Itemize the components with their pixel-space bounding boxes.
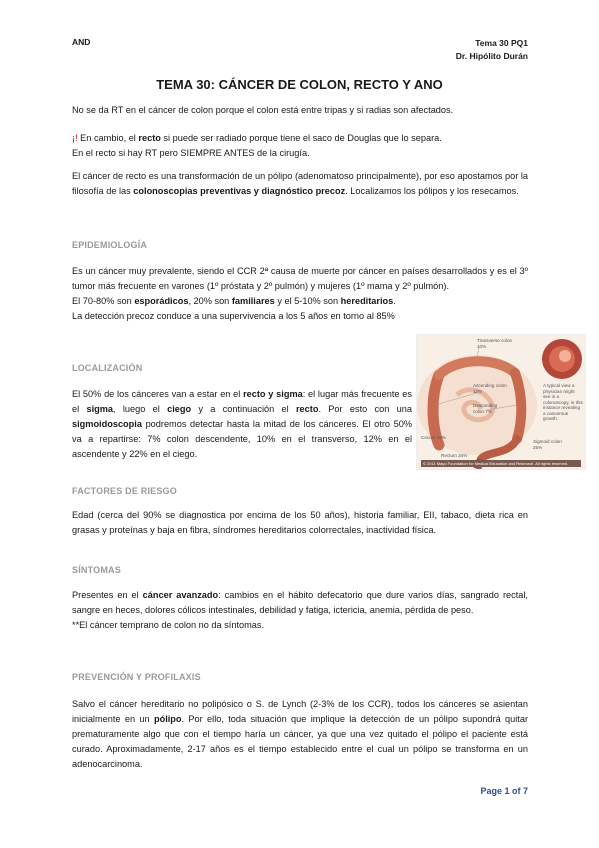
- sintomas-text: Presentes en el cáncer avanzado: cambios en el hábito defecatorio que dure varios días, sangrado rectal, sangre en heces, dolores cólicos intestinales, debilidad y fatiga, ictericia, anemia, pérdida de peso. **El cáncer temprano de colon no da síntomas.: [72, 588, 528, 633]
- intro-paragraph-1: No se da RT en el cáncer de colon porque el colon está entre tripas y si radias son afectados.: [72, 105, 454, 115]
- section-heading-prevencion: PREVENCIÓN Y PROFILAXIS: [72, 672, 201, 682]
- header-info: [456, 37, 528, 63]
- label-descending: Descending colon 7%: [473, 403, 498, 414]
- header-doctor: Dr. Hipólito Durán: [455, 51, 528, 61]
- figure-copyright: © 2011 Mayo Foundation for Medical Education and Research. All rights reserved.: [421, 460, 581, 467]
- intro-paragraph-3: El cáncer de recto es una transformación de un pólipo (adenomatoso principalmente), por eso apostamos por la filosofía de las colonoscopias preventivas y diagnóstico precoz. Localizamos los pólipos y los resecamos.: [72, 171, 528, 196]
- section-heading-localizacion: LOCALIZACIÓN: [72, 363, 143, 373]
- section-heading-sintomas: SÍNTOMAS: [72, 565, 121, 575]
- page-number: Page 1 of 7: [480, 786, 528, 796]
- label-colonoscopy-note: A typical view a physician might see in a colonoscopy, in this instance revealing a cancerous growth.: [543, 383, 583, 421]
- header-topic: Tema 30 PQ1: [475, 38, 528, 48]
- label-rectum: Rectum 34%: [441, 453, 468, 458]
- section-heading-epidemiologia: EPIDEMIOLOGÍA: [72, 240, 148, 250]
- section-heading-riesgo: FACTORES DE RIESGO: [72, 486, 177, 496]
- epidemiologia-text: Es un cáncer muy prevalente, siendo el CCR 2ª causa de muerte por cáncer en países desarrollados y es el 3º tumor más frecuente en varones (1º próstata y 2º pulmón) y mujeres (1º mama y 2º pulmón). El 70-80% son esporádicos, 20% son familiares y el 5-10% son hereditarios. La detección precoz conduce a una supervivencia a los 5 años en torno al 85%: [72, 266, 528, 321]
- page-title: TEMA 30: CÁNCER DE COLON, RECTO Y ANO: [156, 77, 443, 92]
- intro-paragraph-2: ¡! En cambio, el recto si puede ser radiado porque tiene el saco de Douglas que lo separa. En el recto si hay RT pero SIEMPRE ANTES de la cirugía.: [72, 133, 442, 158]
- localizacion-text: El 50% de los cánceres van a estar en el recto y sigma: el lugar más frecuente es el sigma, luego el ciego y a continuación el recto. Por esto con una sigmoidoscopia podremos detectar hasta la mitad de los cánceres. El otro 50% va a repartirse: 7% colon descendente, 10% en el transverso, 12% en el ascendente y 22% en el ciego.: [72, 389, 412, 459]
- label-sigmoid: Sigmoid colon 25%: [533, 439, 562, 450]
- colon-anatomy-figure: [416, 334, 586, 470]
- label-ascending: Ascending colon 12%: [473, 383, 507, 394]
- warning-mark: ¡!: [72, 133, 78, 143]
- sintomas-note: **El cáncer temprano de colon no da síntomas.: [72, 620, 265, 630]
- label-cecum: Cecum 22%: [421, 435, 447, 440]
- header-author: AND: [72, 37, 91, 47]
- prevencion-text: Salvo el cáncer hereditario no polipósico o S. de Lynch (2-3% de los CCR), todos los cánceres se asientan inicialmente en un pólipo. Por ello, toda situación que implique la detección de un pólipo supondrá quitar prematuramente algo que con el tiempo haría un cáncer, ya que una vez quitado el pólipo el paciente está curado. Aproximadamente, 2-17 años es el tiempo establecido entre el cual un pólipo se transforma en un adenocarcinoma.: [72, 699, 529, 769]
- riesgo-text: Edad (cerca del 90% se diagnostica por encima de los 50 años), historia familiar, EII, tabaco, dieta rica en grasas y proteínas y baja en fibra, síndromes hereditarios colorrectales, inactividad física.: [72, 510, 528, 535]
- label-transverse: Transverse colon 10%: [477, 338, 513, 349]
